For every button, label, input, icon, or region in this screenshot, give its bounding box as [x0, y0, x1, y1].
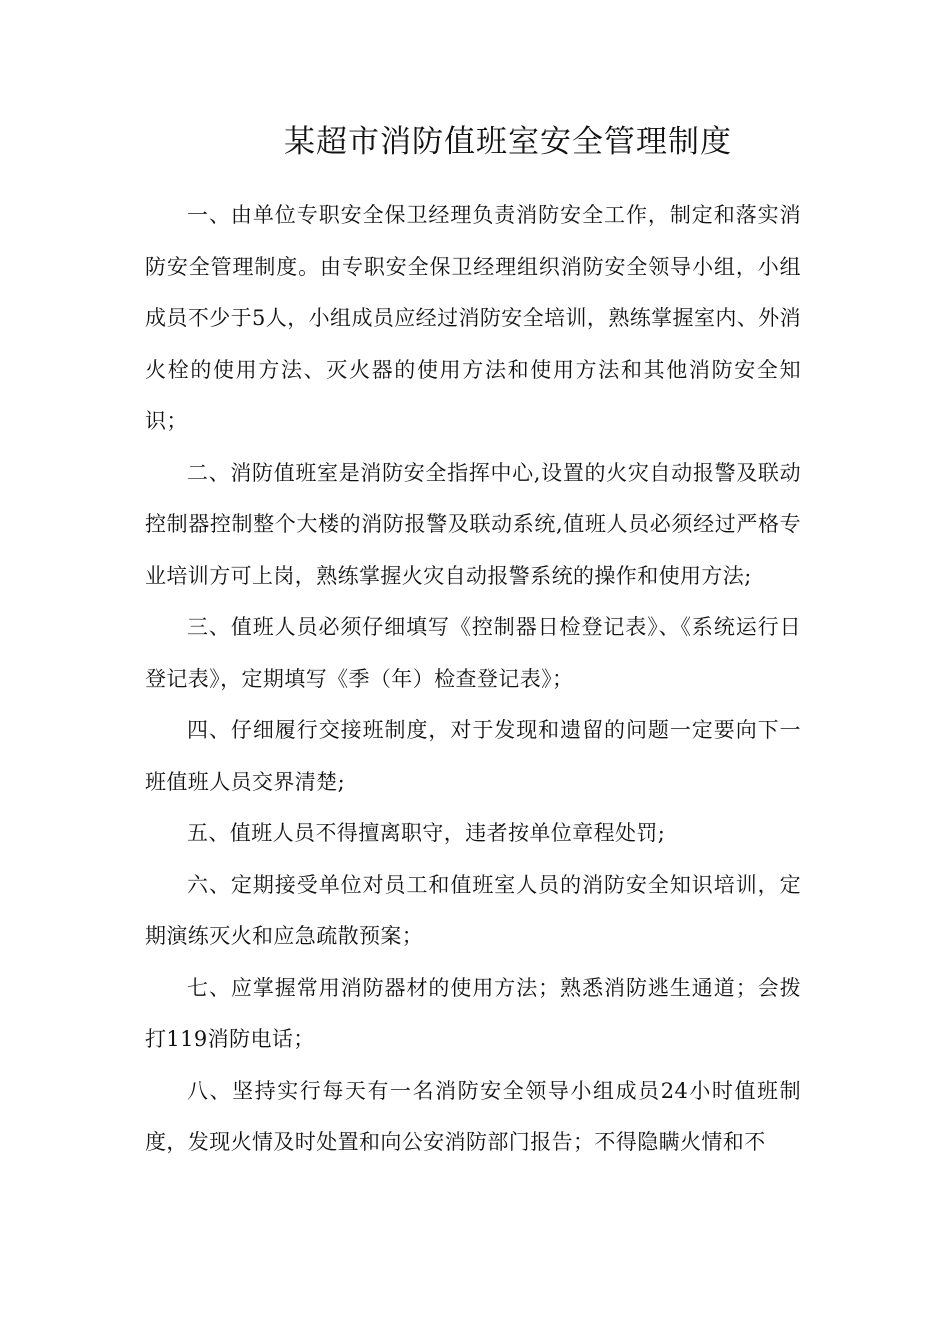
paragraph-4: 四、仔细履行交接班制度，对于发现和遗留的问题一定要向下一班值班人员交界清楚; — [145, 718, 801, 794]
paragraph-2: 二、消防值班室是消防安全指挥中心,设置的火灾自动报警及联动控制器控制整个大楼的消防报警及联动系统,值班人员必须经过严格专业培训方可上岗，熟练掌握火灾自动报警系统的操作和使用方法; — [145, 460, 801, 588]
paragraph-8: 八、坚持实行每天有一名消防安全领导小组成员24小时值班制度，发现火情及时处置和向公安消防部门报告；不得隐瞒火情和不 — [145, 1078, 801, 1154]
paragraph-5: 五、值班人员不得擅离职守，违者按单位章程处罚; — [187, 821, 666, 845]
document-title: 某超市消防值班室安全管理制度 — [284, 124, 732, 160]
document-body — [145, 190, 801, 1169]
paragraph-1: 一、由单位专职安全保卫经理负责消防安全工作，制定和落实消防安全管理制度。由专职安全保卫经理组织消防安全领导小组，小组成员不少于5人，小组成员应经过消防安全培训，熟练掌握室内、外消火栓的使用方法、灭火器的使用方法和使用方法和其他消防安全知识； — [145, 203, 801, 433]
paragraph-7: 七、应掌握常用消防器材的使用方法；熟悉消防逃生通道；会拨打119消防电话； — [145, 975, 801, 1051]
paragraph-6: 六、定期接受单位对员工和值班室人员的消防安全知识培训，定期演练灭火和应急疏散预案； — [145, 872, 801, 948]
paragraph-3: 三、值班人员必须仔细填写《控制器日检登记表》、《系统运行日登记表》，定期填写《季（年）检查登记表》； — [145, 615, 801, 691]
